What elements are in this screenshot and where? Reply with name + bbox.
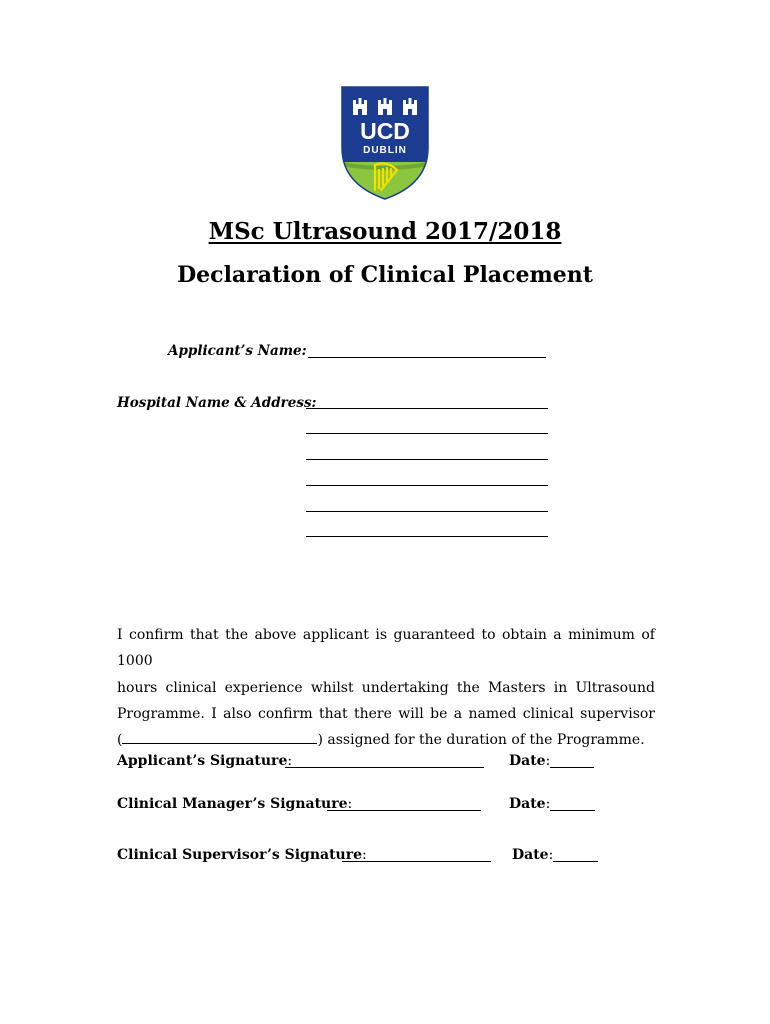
hospital-address-line[interactable] xyxy=(306,511,548,512)
supervisor-signature-label: Clinical Supervisor’s Signature: xyxy=(117,847,367,863)
document-subtitle: Declaration of Clinical Placement xyxy=(177,262,593,288)
supervisor-date-label: Date: xyxy=(512,847,554,863)
applicant-signature-field[interactable] xyxy=(285,767,484,768)
applicant-signature-label: Applicant’s Signature: xyxy=(117,753,293,769)
supervisor-name-field[interactable] xyxy=(122,731,317,744)
manager-date-label: Date: xyxy=(509,796,551,812)
manager-signature-field[interactable] xyxy=(327,810,481,811)
ucd-dublin-logo xyxy=(341,86,429,200)
logo-main-text: UCD xyxy=(360,118,410,144)
confirmation-paragraph xyxy=(117,622,655,753)
supervisor-date-field[interactable] xyxy=(553,861,598,862)
manager-signature-label: Clinical Manager’s Signature: xyxy=(117,796,353,812)
applicant-name-label: Applicant’s Name: xyxy=(168,343,307,359)
applicant-date-field[interactable] xyxy=(550,767,594,768)
supervisor-signature-field[interactable] xyxy=(342,861,491,862)
applicant-date-label: Date: xyxy=(509,753,551,769)
confirmation-line: hours clinical experience whilst undertaking the Masters in Ultrasound xyxy=(117,679,655,696)
hospital-address-line[interactable] xyxy=(306,433,548,434)
manager-date-field[interactable] xyxy=(550,810,595,811)
applicant-name-field[interactable] xyxy=(308,357,546,358)
document-title: MSc Ultrasound 2017/2018 xyxy=(208,218,562,245)
hospital-address-line[interactable] xyxy=(306,459,548,460)
hospital-address-line[interactable] xyxy=(306,408,548,409)
logo-sub-text: DUBLIN xyxy=(363,145,407,156)
hospital-address-line[interactable] xyxy=(306,485,548,486)
hospital-address-label: Hospital Name & Address: xyxy=(117,395,317,411)
confirmation-line: ( ) assigned for the duration of the Programme. xyxy=(117,732,645,749)
confirmation-line: I confirm that the above applicant is guaranteed to obtain a minimum of 1000 xyxy=(117,627,655,670)
hospital-address-line[interactable] xyxy=(306,536,548,537)
confirmation-line: Programme. I also confirm that there will be a named clinical supervisor xyxy=(117,705,655,722)
